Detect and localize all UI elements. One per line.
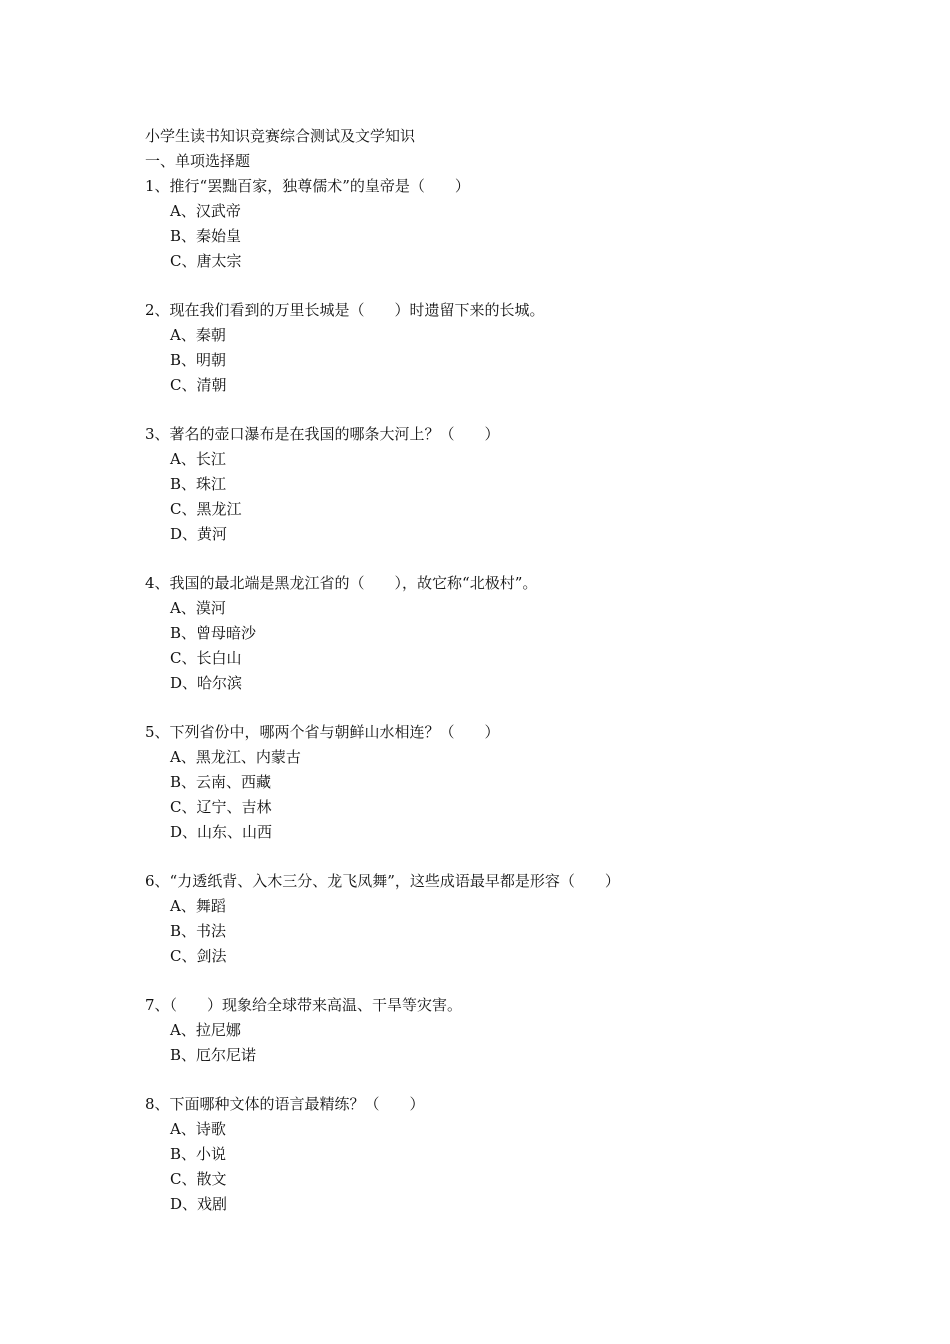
option-c: C、剑法 — [170, 947, 227, 965]
option-d: D、黄河 — [170, 525, 228, 543]
option-c: C、黑龙江 — [170, 500, 242, 518]
question-text: 7、（ ）现象给全球带来高温、干旱等灾害。 — [145, 996, 463, 1014]
option-list — [145, 323, 845, 398]
question-text: 1、推行“罢黜百家，独尊儒术”的皇帝是（ ） — [145, 177, 470, 195]
option-a: A、长江 — [170, 450, 226, 468]
option-a: A、黑龙江、内蒙古 — [170, 748, 301, 766]
question-4 — [145, 571, 845, 696]
option-list — [145, 894, 845, 969]
option-list — [145, 596, 845, 696]
option-a: A、漠河 — [170, 599, 226, 617]
option-c: C、清朝 — [170, 376, 227, 394]
option-d: D、哈尔滨 — [170, 674, 243, 692]
option-b: B、秦始皇 — [170, 227, 242, 245]
question-7 — [145, 993, 845, 1068]
document-page — [145, 124, 845, 1241]
option-a: A、舞蹈 — [170, 897, 226, 915]
document-title: 小学生读书知识竞赛综合测试及文学知识 — [145, 127, 416, 145]
option-b: B、书法 — [170, 922, 227, 940]
option-b: B、云南、西藏 — [170, 773, 272, 791]
question-1 — [145, 174, 845, 274]
option-list — [145, 1117, 845, 1217]
option-c: C、辽宁、吉林 — [170, 798, 272, 816]
option-d: D、山东、山西 — [170, 823, 273, 841]
option-b: B、厄尔尼诺 — [170, 1046, 257, 1064]
option-list — [145, 447, 845, 547]
question-8 — [145, 1092, 845, 1217]
question-text: 4、我国的最北端是黑龙江省的（ ），故它称“北极村”。 — [145, 574, 538, 592]
question-5 — [145, 720, 845, 845]
option-c: C、唐太宗 — [170, 252, 242, 270]
option-b: B、小说 — [170, 1145, 227, 1163]
option-a: A、拉尼娜 — [170, 1021, 241, 1039]
question-3 — [145, 422, 845, 547]
section-heading: 一、单项选择题 — [145, 152, 251, 170]
question-2 — [145, 298, 845, 398]
option-d: D、戏剧 — [170, 1195, 228, 1213]
option-a: A、诗歌 — [170, 1120, 226, 1138]
option-b: B、珠江 — [170, 475, 227, 493]
option-list — [145, 199, 845, 274]
question-text: 5、下列省份中，哪两个省与朝鲜山水相连？（ ） — [145, 723, 500, 741]
question-6 — [145, 869, 845, 969]
question-text: 8、下面哪种文体的语言最精练？（ ） — [145, 1095, 425, 1113]
question-text: 2、现在我们看到的万里长城是（ ）时遗留下来的长城。 — [145, 301, 545, 319]
question-text: 3、著名的壶口瀑布是在我国的哪条大河上？（ ） — [145, 425, 500, 443]
option-c: C、散文 — [170, 1170, 227, 1188]
question-text: 6、“力透纸背、入木三分、龙飞凤舞”，这些成语最早都是形容（ ） — [145, 872, 620, 890]
option-a: A、秦朝 — [170, 326, 226, 344]
option-list — [145, 1018, 845, 1068]
option-a: A、汉武帝 — [170, 202, 241, 220]
option-b: B、明朝 — [170, 351, 227, 369]
option-list — [145, 745, 845, 845]
option-b: B、曾母暗沙 — [170, 624, 257, 642]
option-c: C、长白山 — [170, 649, 242, 667]
